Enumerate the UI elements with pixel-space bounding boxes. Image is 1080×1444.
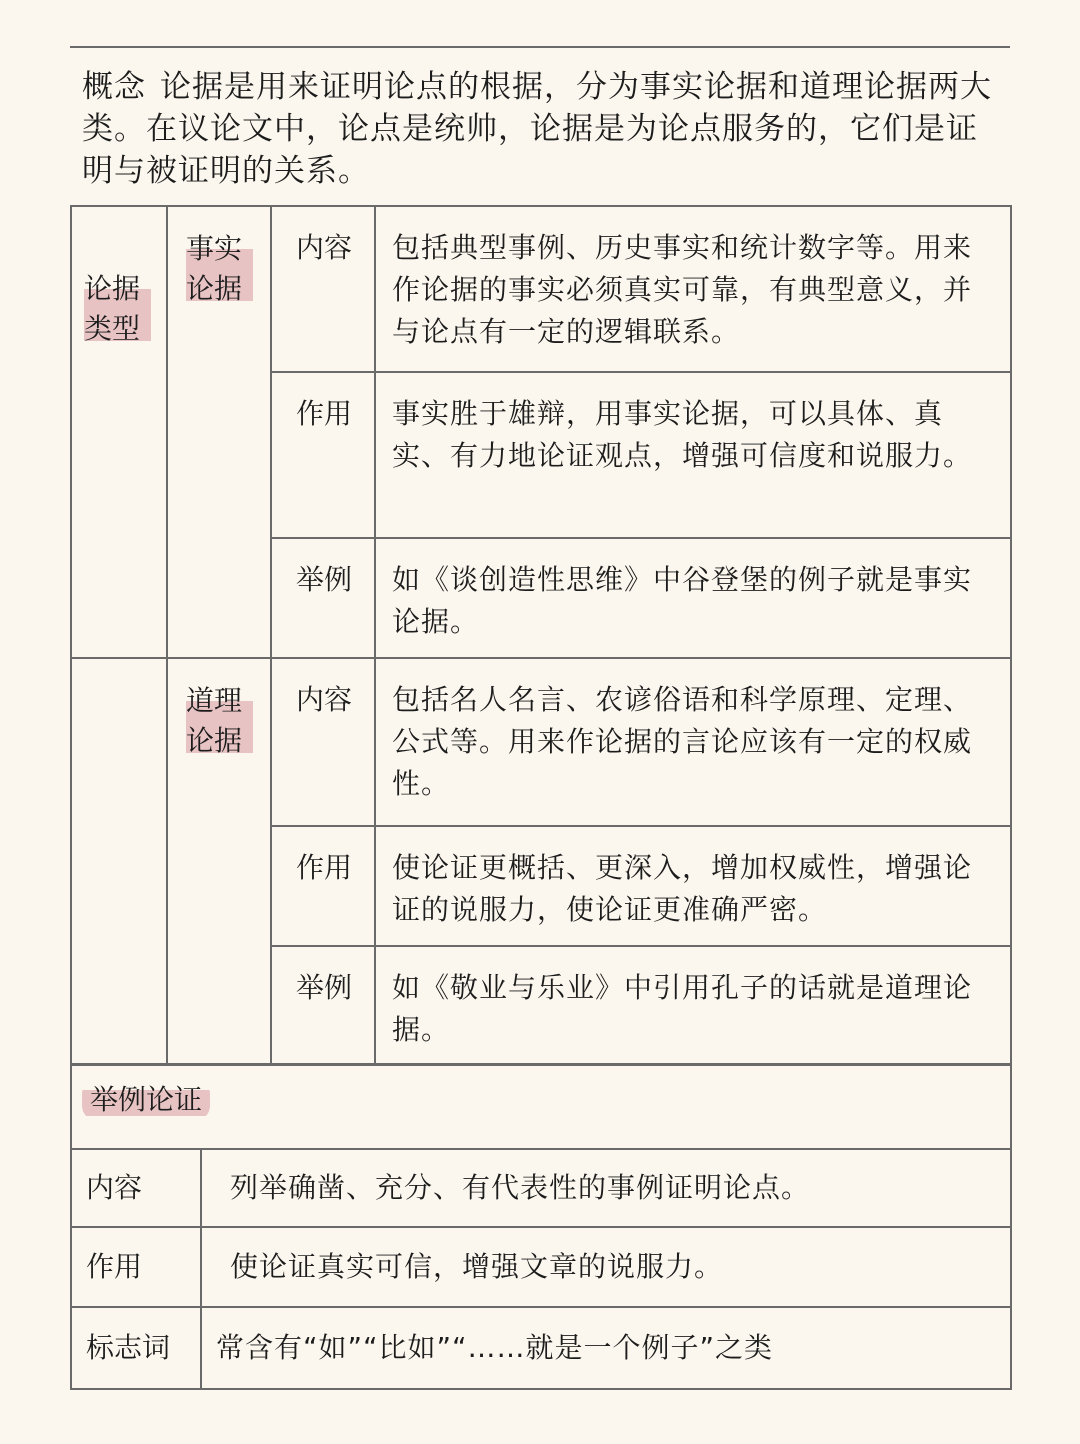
section-heading-cell bbox=[71, 1065, 1011, 1149]
category-cell bbox=[71, 206, 167, 658]
table-row bbox=[71, 1065, 1011, 1149]
row-value: 使论证真实可信，增强文章的说服力。 bbox=[201, 1227, 1011, 1307]
row-value: 常含有“如”“比如”“……就是一个例子”之类 bbox=[201, 1307, 1011, 1389]
row-key: 内容 bbox=[271, 658, 375, 826]
evidence-types-table bbox=[70, 205, 1012, 1065]
group-cell-reason bbox=[167, 658, 271, 1064]
category-cell-empty bbox=[71, 658, 167, 1064]
table-row bbox=[71, 1149, 1011, 1227]
row-key: 作用 bbox=[271, 372, 375, 538]
top-divider bbox=[70, 46, 1010, 48]
row-value: 包括名人名言、农谚俗语和科学原理、定理、公式等。用来作论据的言论应该有一定的权威性。 bbox=[375, 658, 1011, 826]
category-label: 论据类型 bbox=[84, 269, 151, 349]
row-key: 标志词 bbox=[71, 1307, 201, 1389]
concept-text: 论据是用来证明论点的根据，分为事实论据和道理论据两大类。在议论文中，论点是统帅，论据是为论点服务的，它们是证明与被证明的关系。 bbox=[82, 69, 992, 189]
concept-label: 概念 bbox=[82, 69, 146, 105]
row-value: 使论证更概括、更深入，增加权威性，增强论证的说服力，使论证更准确严密。 bbox=[375, 826, 1011, 946]
table-row bbox=[71, 1307, 1011, 1389]
example-argument-table bbox=[70, 1064, 1012, 1390]
concept-paragraph bbox=[82, 66, 1002, 192]
row-value: 列举确凿、充分、有代表性的事例证明论点。 bbox=[201, 1149, 1011, 1227]
table-row bbox=[71, 1227, 1011, 1307]
row-value: 包括典型事例、历史事实和统计数字等。用来作论据的事实必须真实可靠，有典型意义，并与论点有一定的逻辑联系。 bbox=[375, 206, 1011, 372]
row-key: 作用 bbox=[271, 826, 375, 946]
table-row bbox=[71, 206, 1011, 372]
row-key: 举例 bbox=[271, 538, 375, 658]
row-key: 举例 bbox=[271, 946, 375, 1064]
table-row bbox=[71, 658, 1011, 826]
row-key: 内容 bbox=[271, 206, 375, 372]
group-cell-fact bbox=[167, 206, 271, 658]
row-value: 如《敬业与乐业》中引用孔子的话就是道理论据。 bbox=[375, 946, 1011, 1064]
row-key: 作用 bbox=[71, 1227, 201, 1307]
row-value: 如《谈创造性思维》中谷登堡的例子就是事实论据。 bbox=[375, 538, 1011, 658]
row-value: 事实胜于雄辩，用事实论据，可以具体、真实、有力地论证观点，增强可信度和说服力。 bbox=[375, 372, 1011, 538]
section-title: 举例论证 bbox=[82, 1080, 210, 1120]
group-label-reason: 道理论据 bbox=[186, 681, 253, 761]
row-key: 内容 bbox=[71, 1149, 201, 1227]
group-label-fact: 事实论据 bbox=[186, 229, 253, 309]
